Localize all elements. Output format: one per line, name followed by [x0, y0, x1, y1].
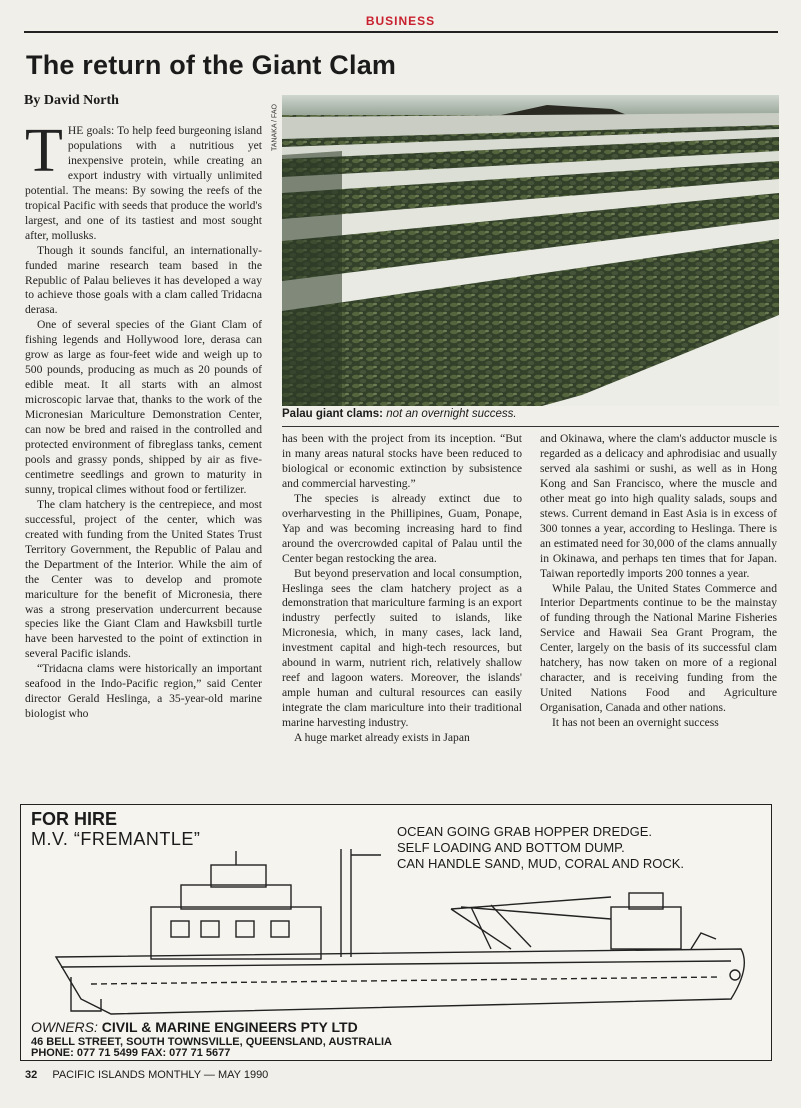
- article-column-1: [25, 117, 262, 722]
- ad-owners: [31, 1019, 358, 1035]
- owners-name: CIVIL & MARINE ENGINEERS PTY LTD: [101, 1019, 358, 1035]
- photo-caption: [282, 408, 779, 420]
- ad-address: 46 BELL STREET, SOUTH TOWNSVILLE, QUEENSLAND, AUSTRALIA: [31, 1036, 392, 1048]
- article-column-3: [540, 432, 777, 731]
- article-paragraph: and Okinawa, where the clam's adductor muscle is regarded as a delicacy and aphrodisiac and usually served ala sashimi or sushi, as well as in Hong Kong and San Francisco, where the muscle and other meat go into high quality salads, soups and stews. Current demand in East Asia is in excess of 300 tonnes a year, according to Heslinga. There is an estimated need for 30,000 of the clams annually in Okinawa, and perhaps ten times that for Japan. Taiwan reportedly imports 200 tonnes a year.: [540, 432, 777, 580]
- ad-vessel-name: M.V. “FREMANTLE”: [31, 829, 201, 849]
- article-paragraph: The clam hatchery is the centrepiece, and most successful, project of the center, which was created with funding from the United States Trust Territory Government, the Republic of Palau and the Department of the Interior. While the aim of the Center was to develop and promote mariculture for the benefit of Micronesia, there was a strong preservation undercurrent because species like the Giant Clam and Hawksbill turtle have been harvested to the point of extinction in several Pacific islands.: [25, 497, 262, 661]
- ad-desc-line: OCEAN GOING GRAB HOPPER DREDGE.: [397, 824, 652, 839]
- article-paragraph: While Palau, the United States Commerce and Interior Departments continue to be the mainstay of funding through the National Marine Fisheries Service and Hawaii Sea Grant Program, the Center, largely on the basis of its successful clam hatchery, has now taken on more of a regional character, and is receiving funding from the United Nations Food and Agriculture Organisation, Canada and other nations.: [540, 581, 777, 715]
- ad-phone: PHONE: 077 71 5499 FAX: 077 71 5677: [31, 1047, 231, 1059]
- dredge-ship-drawing: [51, 849, 751, 1017]
- drop-cap: T: [25, 117, 63, 185]
- publication-line: PACIFIC ISLANDS MONTHLY — MAY 1990: [52, 1069, 269, 1081]
- article-paragraph: Though it sounds fanciful, an internationally-funded marine research team based in the Republic of Palau believes it has developed a way to achieve those goals with a clam called Tridacna derasa.: [25, 243, 262, 317]
- owners-label: OWNERS:: [31, 1019, 98, 1035]
- article-column-2: [282, 432, 522, 746]
- clam-tanks-photo: [282, 95, 779, 406]
- clam-tanks-illustration: [282, 95, 779, 406]
- page-footer: [25, 1069, 268, 1081]
- top-rule: [24, 31, 778, 33]
- article-paragraph: THE goals: To help feed burgeoning island populations with a nutritious yet inexpensive protein, while creating an export industry with virtually unlimited potential. The means: By sowing the reefs of the tropical Pacific with seeds that produce the world's largest, and one of its tastiest and most sought after, mollusks.: [25, 117, 262, 242]
- article-paragraph: has been with the project from its inception. “But in many areas natural stocks have been reduced to biological or economic extinction by subsistence and commercial harvesting.”: [282, 432, 522, 490]
- caption-text: not an overnight success.: [386, 408, 517, 420]
- article-paragraph: The species is already extinct due to overharvesting in the Phillipines, Guam, Ponape, Yap and was becoming increasing hard to find around the overcrowded capital of Palau until the Center began restocking the area.: [282, 491, 522, 565]
- byline: By David North: [24, 93, 119, 108]
- ad-desc-line: CAN HANDLE SAND, MUD, CORAL AND ROCK.: [397, 856, 685, 871]
- article-paragraph: “Tridacna clams were historically an important seafood in the Indo-Pacific region,” said Center director Gerald Heslinga, a 35-year-old marine biologist who: [25, 662, 262, 721]
- photo-credit: TANAKA / FAO: [271, 104, 279, 152]
- article-paragraph: But beyond preservation and local consumption, Heslinga sees the clam hatchery project as a demonstration that mariculture farming is an export industry perfectly suited to islands, like Micronesia, which, in many cases, lack land, investment capital and high-tech resources, but abound in warm, nutrient rich, relatively shallow reef and lagoon waters. Moreover, the islands' ample human and cultural resources can easily integrate the clam mariculture into their traditional marine harvesting industry.: [282, 566, 522, 730]
- article-title: The return of the Giant Clam: [26, 50, 397, 80]
- article-paragraph: It has not been an overnight success: [552, 716, 719, 730]
- dredge-advertisement: [20, 804, 772, 1061]
- caption-rule: [282, 426, 779, 427]
- caption-lead: Palau giant clams:: [282, 408, 383, 420]
- page-number: 32: [25, 1069, 38, 1081]
- ad-desc-line: SELF LOADING AND BOTTOM DUMP.: [397, 840, 625, 855]
- article-paragraph: One of several species of the Giant Clam of fishing legends and Hollywood lore, derasa can grow as large as four-feet wide and weigh up to 500 pounds, producing as much as 20 pounds of edible meat. It all starts with an almost microscopic larvae that, thanks to the work of the Micronesian Mariculture Demonstration Center, can now be bred and raised in the controlled and protected environment of fibreglass tanks, cement pools and grassy ponds, shipped by air as five-centimetre seedlings and grown to maturity in sunny, tropical climes without food or fertilizer.: [25, 318, 262, 496]
- ad-headline: FOR HIRE: [31, 809, 118, 829]
- article-paragraph: A huge market already exists in Japan: [294, 731, 470, 745]
- section-tag: BUSINESS: [365, 14, 436, 28]
